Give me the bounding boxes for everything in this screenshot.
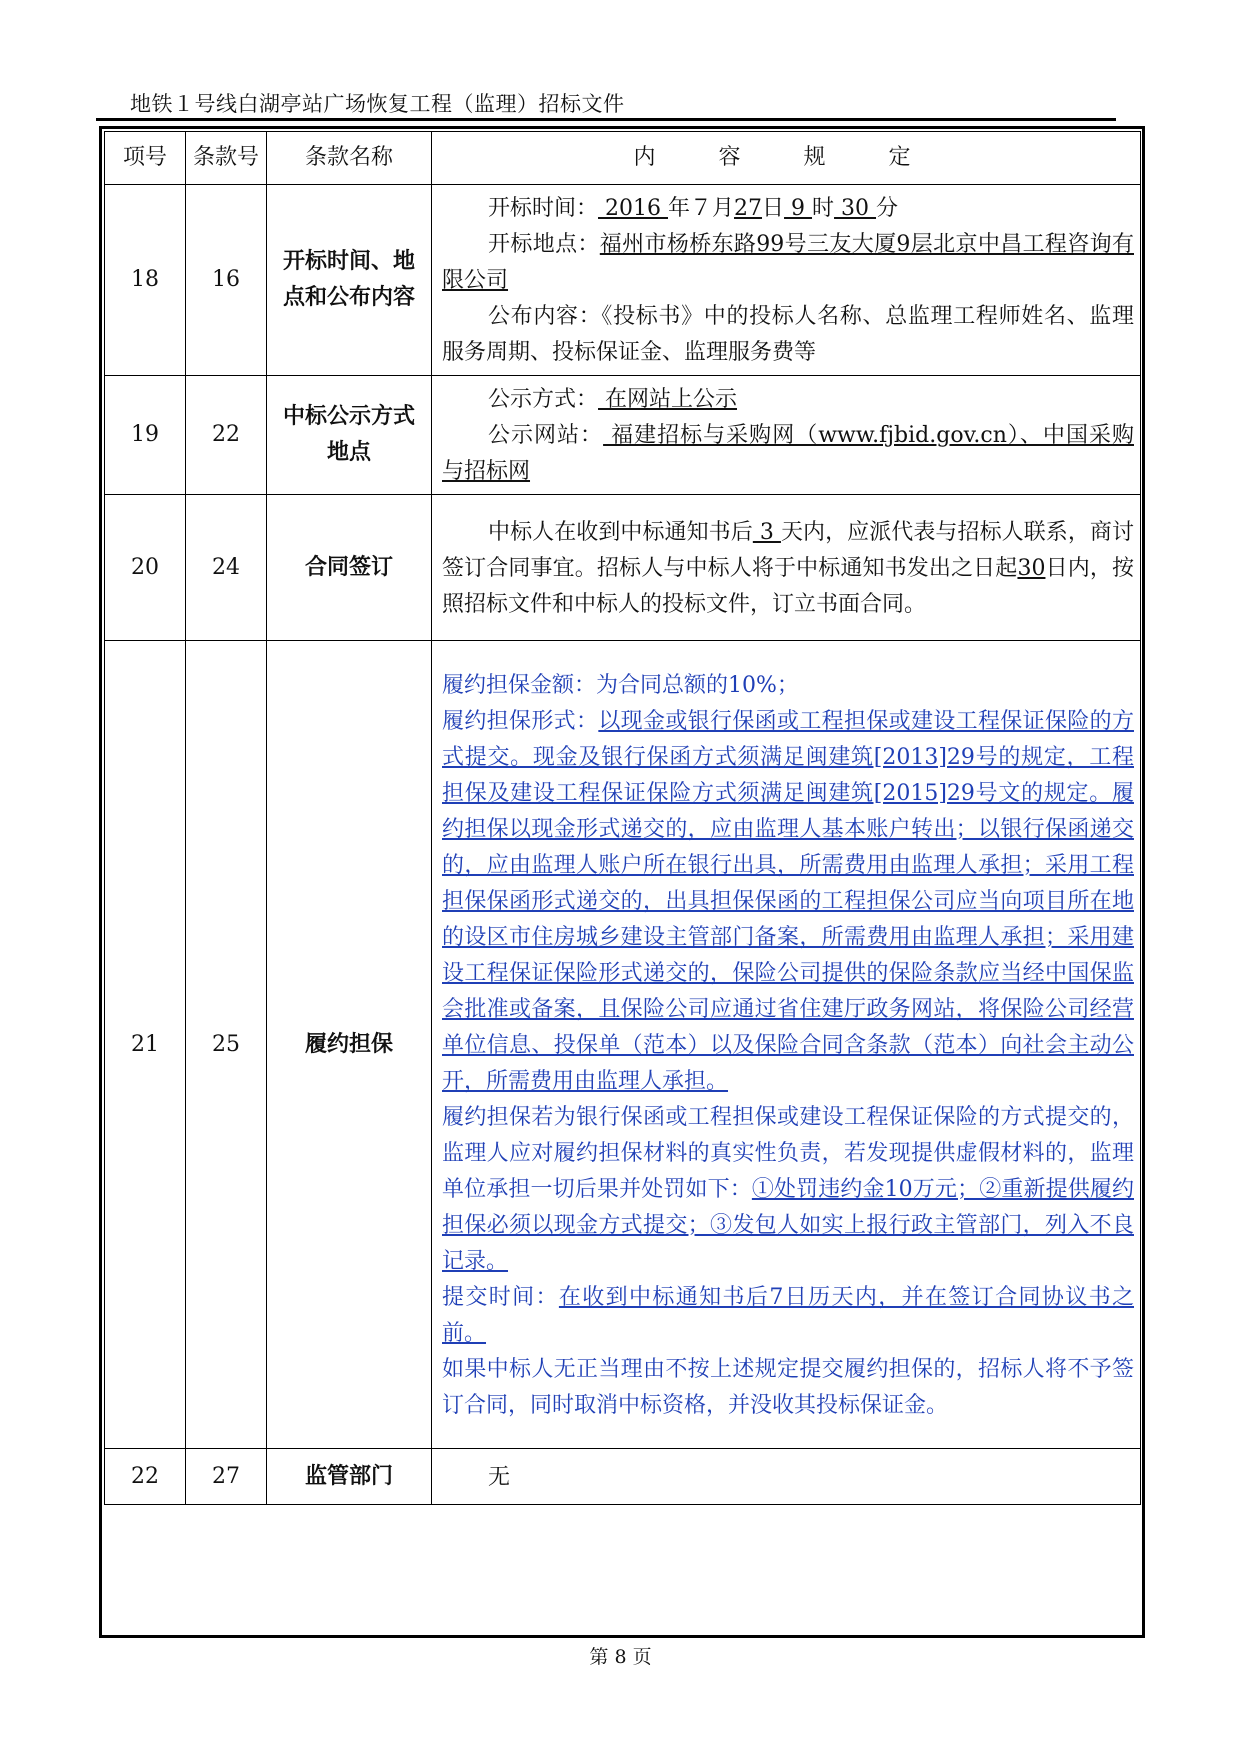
clause-content xyxy=(432,376,1141,495)
publicity-site: 公示网站： 福建招标与采购网（www.fjbid.gov.cn）、中国采购与招标网 xyxy=(442,423,1134,484)
clause-content xyxy=(432,495,1141,641)
clause-number: 24 xyxy=(186,495,267,641)
clause-name: 合同签订 xyxy=(267,495,432,641)
opening-place: 开标地点：福州市杨桥东路99号三友大厦9层北京中昌工程咨询有限公司 xyxy=(442,232,1134,293)
clause-table xyxy=(104,131,1141,1505)
table-row xyxy=(105,641,1141,1449)
table-row xyxy=(105,1449,1141,1505)
clause-name: 开标时间、地点和公布内容 xyxy=(267,185,432,376)
item-number: 19 xyxy=(105,376,186,495)
item-number: 20 xyxy=(105,495,186,641)
item-number: 21 xyxy=(105,641,186,1449)
false-material-clause: 履约担保若为银行保函或工程担保或建设工程保证保险的方式提交的，监理人应对履约担保材料的真实性负责，若发现提供虚假材料的，监理单位承担一切后果并处罚如下：①处罚违约金10万元；②重新提供履约担保必须以现金方式提交；③发包人如实上报行政主管部门，列入不良记录。 xyxy=(442,1104,1134,1274)
publicity-mode: 公示方式： 在网站上公示 xyxy=(488,387,738,412)
penalty-clause: 如果中标人无正当理由不按上述规定提交履约担保的，招标人将不予签订合同，同时取消中标资格，并没收其投标保证金。 xyxy=(442,1356,1134,1418)
clause-number: 22 xyxy=(186,376,267,495)
opening-time: 开标时间： 2016 年７月27日 9 时 30 分 xyxy=(488,196,899,221)
col-header-name: 条款名称 xyxy=(267,132,432,185)
header-rule xyxy=(96,118,1116,121)
col-header-item: 项号 xyxy=(105,132,186,185)
document-header: 地铁１号线白湖亭站广场恢复工程（监理）招标文件 xyxy=(130,92,625,116)
table-row xyxy=(105,376,1141,495)
item-number: 22 xyxy=(105,1449,186,1505)
clause-content xyxy=(432,1449,1141,1505)
contract-signing-text: 中标人在收到中标通知书后 3 天内，应派代表与招标人联系，商讨签订合同事宜。招标人与中标人将于中标通知书发出之日起30日内，按照招标文件和中标人的投标文件，订立书面合同。 xyxy=(442,519,1134,617)
supervision-dept: 无 xyxy=(488,1464,511,1490)
clause-name: 监管部门 xyxy=(267,1449,432,1505)
clause-number: 27 xyxy=(186,1449,267,1505)
clause-number: 16 xyxy=(186,185,267,376)
col-header-content: 内 容 规 定 xyxy=(432,132,1141,185)
clause-content xyxy=(432,185,1141,376)
guarantee-form: 履约担保形式：以现金或银行保函或工程担保或建设工程保证保险的方式提交。现金及银行保函方式须满足闽建筑[2013]29号的规定，工程担保及建设工程保证保险方式须满足闽建筑[2015]29号文的规定。履约担保以现金形式递交的，应由监理人基本账户转出；以银行保函递交的，应由监理人账户所在银行出具，所需费用由监理人承担；采用工程担保保函形式递交的，出具担保保函的工程担保公司应当向项目所在地的设区市住房城乡建设主管部门备案，所需费用由监理人承担；采用建设工程保证保险形式递交的，保险公司提供的保险条款应当经中国保监会批准或备案，且保险公司应通过省住建厅政务网站，将保险公司经营单位信息、投保单（范本）以及保险合同含条款（范本）向社会主动公开，所需费用由监理人承担。 xyxy=(442,708,1134,1094)
clause-number: 25 xyxy=(186,641,267,1449)
item-number: 18 xyxy=(105,185,186,376)
clause-name: 中标公示方式地点 xyxy=(267,376,432,495)
submit-time: 提交时间：在收到中标通知书后7日历天内，并在签订合同协议书之前。 xyxy=(442,1284,1134,1346)
clause-content xyxy=(432,641,1141,1449)
table-row xyxy=(105,185,1141,376)
guarantee-amount: 履约担保金额：为合同总额的10%； xyxy=(442,672,799,698)
table-header-row xyxy=(105,132,1141,185)
table-row xyxy=(105,495,1141,641)
col-header-clause: 条款号 xyxy=(186,132,267,185)
clause-name: 履约担保 xyxy=(267,641,432,1449)
page-number: 第 8 页 xyxy=(589,1646,652,1668)
publish-content: 公布内容：《投标书》中的投标人名称、总监理工程师姓名、监理服务周期、投标保证金、监理服务费等 xyxy=(442,304,1134,365)
